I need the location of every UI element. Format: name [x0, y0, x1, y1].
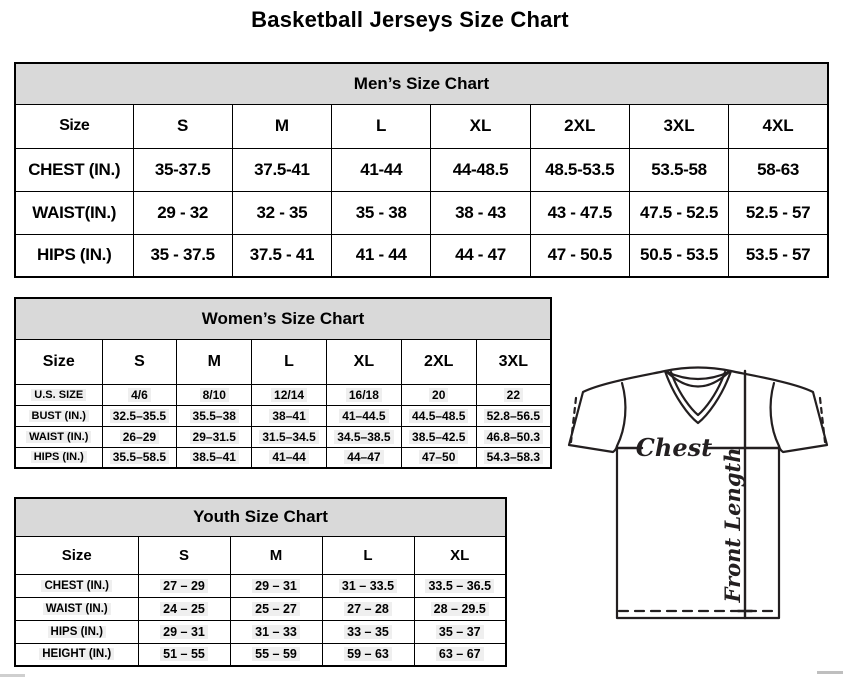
- womens-row-label-cell: [15, 426, 102, 447]
- womens-value-cell: 31.5–34.5: [252, 426, 327, 447]
- youth-value-cell: 63 – 67: [414, 643, 506, 666]
- mens-value-cell: 53.5 - 57: [729, 234, 828, 277]
- mens-column-header: 4XL: [729, 104, 828, 148]
- youth-value-cell: 59 – 63: [322, 643, 414, 666]
- mens-column-header: XL: [431, 104, 530, 148]
- youth-row-label: WAIST (IN.): [43, 603, 111, 615]
- mens-value-cell: 43 - 47.5: [530, 191, 629, 234]
- womens-size-chart-table: [14, 297, 552, 469]
- womens-column-header: 2XL: [401, 339, 476, 384]
- chest-label: Chest: [635, 433, 713, 462]
- youth-row-label: HIPS (IN.): [48, 626, 106, 638]
- womens-column-header: 3XL: [476, 339, 551, 384]
- youth-row-label-cell: [15, 643, 138, 666]
- youth-table-row: [15, 643, 506, 666]
- mens-column-header: 2XL: [530, 104, 629, 148]
- womens-value-cell: 22: [476, 384, 551, 405]
- mens-section-title: Men’s Size Chart: [15, 63, 828, 104]
- womens-table-row: [15, 405, 551, 426]
- womens-header-row: [15, 339, 551, 384]
- mens-value-cell: 47.5 - 52.5: [629, 191, 728, 234]
- mens-row-label-cell: [15, 234, 133, 277]
- youth-value-cell: 33.5 – 36.5: [414, 574, 506, 597]
- youth-row-label: HEIGHT (IN.): [39, 648, 114, 660]
- mens-row-label-cell: [15, 191, 133, 234]
- youth-value-cell: 51 – 55: [138, 643, 230, 666]
- youth-value-cell: 27 – 28: [322, 597, 414, 620]
- womens-value-cell: 38.5–42.5: [401, 426, 476, 447]
- womens-column-header: S: [102, 339, 177, 384]
- mens-value-cell: 58-63: [729, 148, 828, 191]
- mens-value-cell: 47 - 50.5: [530, 234, 629, 277]
- womens-row-label: U.S. SIZE: [31, 389, 86, 401]
- womens-value-cell: 4/6: [102, 384, 177, 405]
- womens-column-header: M: [177, 339, 252, 384]
- youth-section-title: Youth Size Chart: [15, 498, 506, 536]
- womens-value-cell: 41–44.5: [326, 405, 401, 426]
- scrollbar-fragment-right: [817, 671, 843, 674]
- youth-value-cell: 33 – 35: [322, 620, 414, 643]
- mens-column-header: L: [332, 104, 431, 148]
- mens-value-cell: 52.5 - 57: [729, 191, 828, 234]
- front-length-label: Front Length: [720, 447, 745, 603]
- collar-back-seam-upper: [667, 372, 729, 379]
- mens-value-cell: 35 - 37.5: [133, 234, 232, 277]
- womens-value-cell: 29–31.5: [177, 426, 252, 447]
- youth-table-row: [15, 620, 506, 643]
- womens-value-cell: 32.5–35.5: [102, 405, 177, 426]
- youth-column-header: XL: [414, 536, 506, 574]
- youth-value-cell: 55 – 59: [230, 643, 322, 666]
- womens-value-cell: 26–29: [102, 426, 177, 447]
- womens-column-header: Size: [15, 339, 102, 384]
- mens-value-cell: 48.5-53.5: [530, 148, 629, 191]
- youth-header-row: [15, 536, 506, 574]
- youth-row-label-cell: [15, 620, 138, 643]
- womens-value-cell: 20: [401, 384, 476, 405]
- womens-value-cell: 35.5–38: [177, 405, 252, 426]
- youth-row-label-cell: [15, 574, 138, 597]
- womens-value-cell: 41–44: [252, 447, 327, 468]
- scrollbar-fragment-left: [0, 674, 25, 677]
- mens-column-header: 3XL: [629, 104, 728, 148]
- mens-value-cell: 50.5 - 53.5: [629, 234, 728, 277]
- mens-table-row: [15, 148, 828, 191]
- womens-value-cell: 46.8–50.3: [476, 426, 551, 447]
- youth-table-row: [15, 574, 506, 597]
- mens-row-label-cell: [15, 148, 133, 191]
- youth-value-cell: 25 – 27: [230, 597, 322, 620]
- mens-column-header: M: [232, 104, 331, 148]
- mens-value-cell: 35 - 38: [332, 191, 431, 234]
- mens-header-row: [15, 104, 828, 148]
- mens-value-cell: 32 - 35: [232, 191, 331, 234]
- womens-value-cell: 16/18: [326, 384, 401, 405]
- mens-table-row: [15, 191, 828, 234]
- womens-table-row: [15, 384, 551, 405]
- youth-value-cell: 31 – 33.5: [322, 574, 414, 597]
- youth-value-cell: 27 – 29: [138, 574, 230, 597]
- womens-value-cell: 12/14: [252, 384, 327, 405]
- womens-row-label-cell: [15, 384, 102, 405]
- youth-table-row: [15, 597, 506, 620]
- youth-value-cell: 28 – 29.5: [414, 597, 506, 620]
- womens-row-label: WAIST (IN.): [26, 431, 91, 443]
- youth-value-cell: 24 – 25: [138, 597, 230, 620]
- mens-value-cell: 38 - 43: [431, 191, 530, 234]
- mens-value-cell: 44 - 47: [431, 234, 530, 277]
- mens-section-header: [15, 63, 828, 104]
- mens-size-chart-table: [14, 62, 829, 278]
- youth-value-cell: 29 – 31: [230, 574, 322, 597]
- womens-column-header: L: [252, 339, 327, 384]
- mens-value-cell: 41 - 44: [332, 234, 431, 277]
- youth-column-header: M: [230, 536, 322, 574]
- mens-table-row: [15, 234, 828, 277]
- womens-row-label-cell: [15, 405, 102, 426]
- youth-row-label-cell: [15, 597, 138, 620]
- womens-table-row: [15, 447, 551, 468]
- womens-value-cell: 52.8–56.5: [476, 405, 551, 426]
- womens-value-cell: 44–47: [326, 447, 401, 468]
- womens-table-row: [15, 426, 551, 447]
- youth-column-header: L: [322, 536, 414, 574]
- mens-value-cell: 37.5 - 41: [232, 234, 331, 277]
- armhole-seam-left: [617, 383, 625, 446]
- mens-column-header: S: [133, 104, 232, 148]
- womens-section-header: [15, 298, 551, 339]
- mens-value-cell: 37.5-41: [232, 148, 331, 191]
- womens-value-cell: 47–50: [401, 447, 476, 468]
- youth-value-cell: 35 – 37: [414, 620, 506, 643]
- mens-value-cell: 41-44: [332, 148, 431, 191]
- womens-column-header: XL: [326, 339, 401, 384]
- mens-value-cell: 29 - 32: [133, 191, 232, 234]
- womens-row-label: BUST (IN.): [29, 410, 89, 422]
- youth-column-header: S: [138, 536, 230, 574]
- womens-value-cell: 44.5–48.5: [401, 405, 476, 426]
- youth-section-header: [15, 498, 506, 536]
- mens-column-header: Size: [15, 104, 133, 148]
- womens-section-title: Women’s Size Chart: [15, 298, 551, 339]
- womens-value-cell: 54.3–58.3: [476, 447, 551, 468]
- mens-value-cell: 44-48.5: [431, 148, 530, 191]
- mens-value-cell: 53.5-58: [629, 148, 728, 191]
- mens-row-label: WAIST(IN.): [32, 202, 117, 222]
- youth-column-header: Size: [15, 536, 138, 574]
- womens-row-label-cell: [15, 447, 102, 468]
- jersey-measurement-diagram: [556, 352, 843, 630]
- womens-row-label: HIPS (IN.): [31, 451, 87, 463]
- mens-row-label: HIPS (IN.): [37, 245, 112, 265]
- womens-value-cell: 35.5–58.5: [102, 447, 177, 468]
- mens-value-cell: 35-37.5: [133, 148, 232, 191]
- armhole-seam-right: [771, 383, 779, 446]
- page-title: Basketball Jerseys Size Chart: [251, 7, 569, 32]
- jersey-outline: [569, 368, 827, 619]
- youth-value-cell: 29 – 31: [138, 620, 230, 643]
- womens-value-cell: 38.5–41: [177, 447, 252, 468]
- youth-value-cell: 31 – 33: [230, 620, 322, 643]
- youth-row-label: CHEST (IN.): [41, 580, 112, 592]
- womens-value-cell: 34.5–38.5: [326, 426, 401, 447]
- mens-row-label: CHEST (IN.): [28, 159, 121, 179]
- womens-value-cell: 8/10: [177, 384, 252, 405]
- youth-size-chart-table: [14, 497, 507, 667]
- womens-value-cell: 38–41: [252, 405, 327, 426]
